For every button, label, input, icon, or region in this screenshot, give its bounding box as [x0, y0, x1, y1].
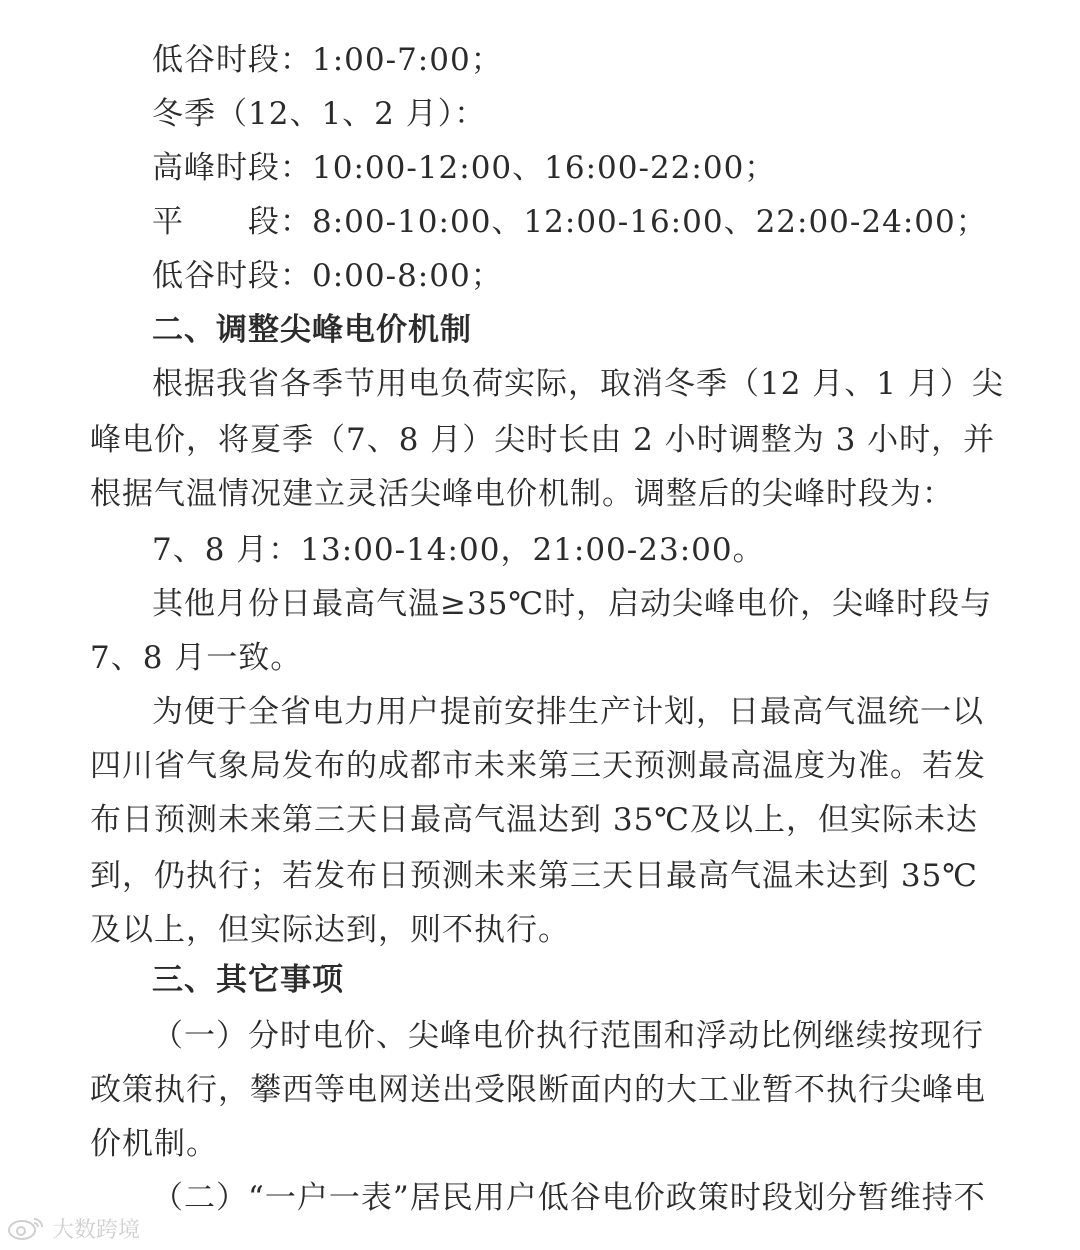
weibo-logo-icon [6, 1215, 46, 1241]
watermark-text: 大数跨境 [52, 1217, 141, 1243]
paragraph-line: 四川省气象局发布的成都市未来第三天预测最高温度为准。若发 [90, 748, 986, 784]
paragraph-line: 7、8 月一致。 [90, 640, 303, 676]
paragraph-line: 及以上，但实际达到，则不执行。 [90, 912, 570, 948]
paragraph-line: 到，仍执行；若发布日预测未来第三天日最高气温未达到 35℃ [90, 858, 978, 894]
paragraph-line: 根据气温情况建立灵活尖峰电价机制。调整后的尖峰时段为： [90, 476, 954, 512]
paragraph-line: （一）分时电价、尖峰电价执行范围和浮动比例继续按现行 [152, 1018, 984, 1054]
paragraph-line: （二）“一户一表”居民用户低谷电价政策时段划分暂维持不 [152, 1180, 986, 1216]
line-winter-heading: 冬季（12、1、2 月）： [152, 96, 487, 132]
section-heading-2: 二、调整尖峰电价机制 [152, 312, 472, 348]
paragraph-line: 政策执行，攀西等电网送出受限断面内的大工业暂不执行尖峰电 [90, 1072, 986, 1108]
section-heading-3: 三、其它事项 [152, 962, 344, 998]
line-valley-hours-summer: 低谷时段：1:00-7:00； [152, 42, 503, 78]
paragraph-line: 为便于全省电力用户提前安排生产计划，日最高气温统一以 [152, 694, 984, 730]
line-winter-valley-hours: 低谷时段：0:00-8:00； [152, 258, 503, 294]
paragraph-line: 峰电价，将夏季（7、8 月）尖时长由 2 小时调整为 3 小时，并 [90, 422, 996, 458]
paragraph-line: 其他月份日最高气温≥35℃时，启动尖峰电价，尖峰时段与 [152, 586, 993, 622]
paragraph-line: 布日预测未来第三天日最高气温达到 35℃及以上，但实际未达 [90, 802, 978, 838]
paragraph-line: 价机制。 [90, 1126, 218, 1162]
line-winter-flat-hours: 平 段：8:00-10:00、12:00-16:00、22:00-24:00； [152, 204, 988, 240]
paragraph-line: 7、8 月：13:00-14:00，21:00-23:00。 [152, 532, 765, 568]
watermark [6, 1212, 140, 1244]
paragraph-line: 根据我省各季节用电负荷实际，取消冬季（12 月、1 月）尖 [152, 366, 1004, 402]
line-winter-peak-hours: 高峰时段：10:00-12:00、16:00-22:00； [152, 150, 777, 186]
